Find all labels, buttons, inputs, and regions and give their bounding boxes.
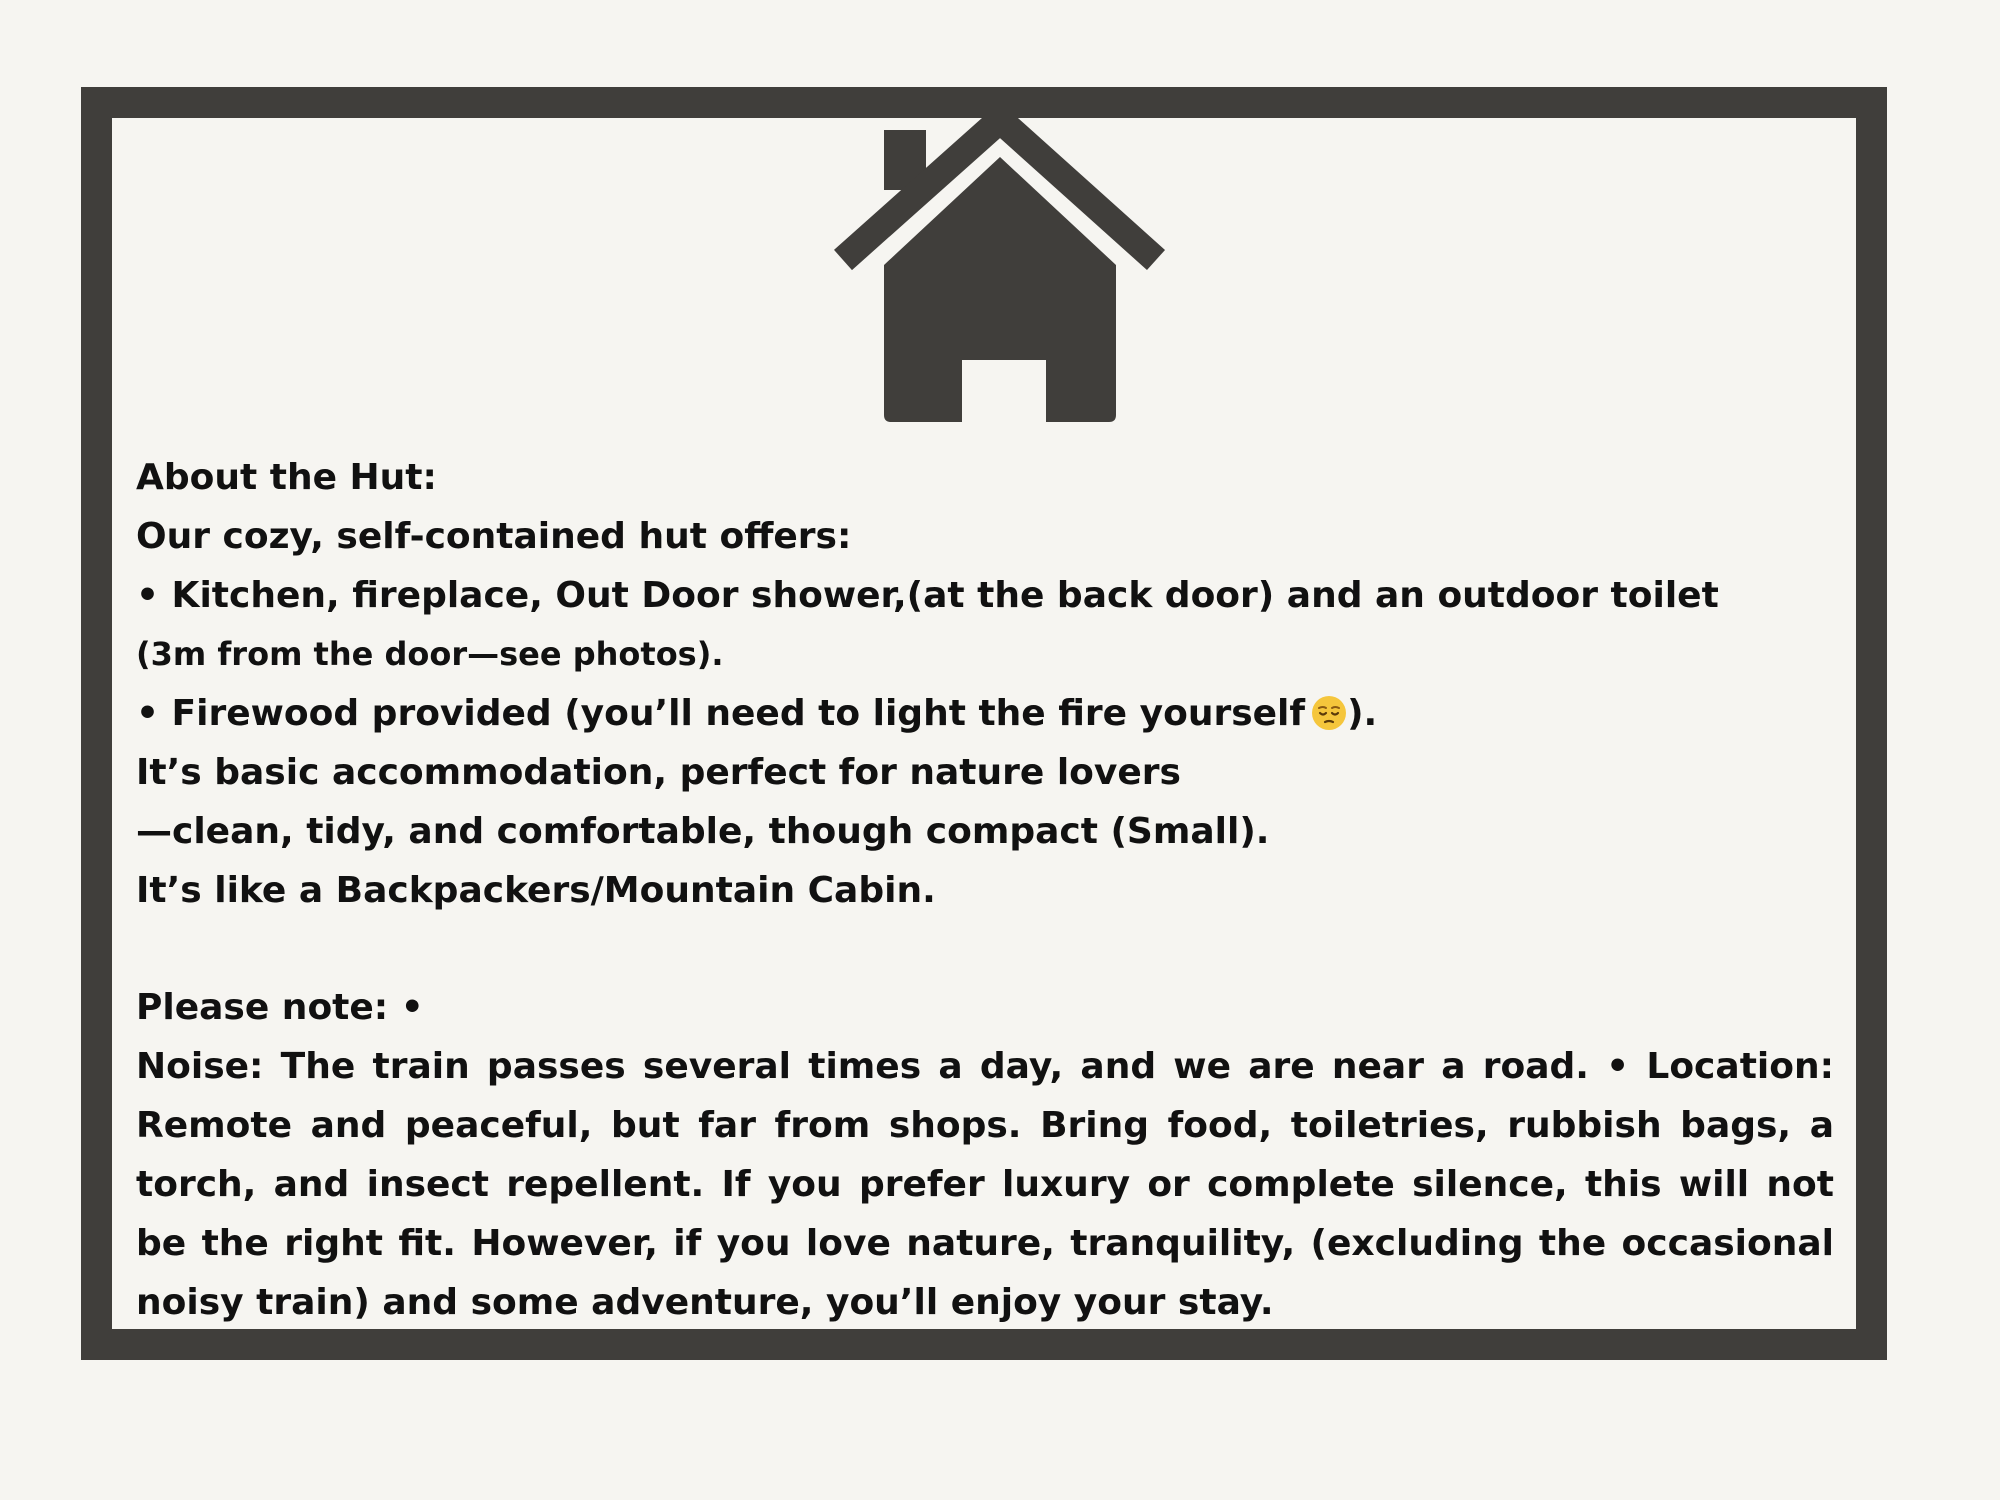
bullet-kitchen: • Kitchen, fireplace, Out Door shower,(at the back door) and an outdoor toilet [136, 575, 1719, 616]
spacer [136, 920, 1834, 978]
clean-tidy: —clean, tidy, and comfortable, though compact (Small). [136, 811, 1270, 852]
about-heading: About the Hut: [136, 457, 437, 498]
note-body: Noise: The train passes several times a day, and we are near a road. • Location: Remote and peaceful, but far from shops. Bring food, toiletries, rubbish bags, a torch, and insect repellent. If you prefer luxury or complete silence, this will not be the right fit. However, if you love nature, tranquility, (excluding the occasional noisy train) and some adventure, you’ll enjoy your stay. [136, 1046, 1834, 1323]
bullet-firewood-end: ). [1347, 693, 1378, 734]
note-heading: Please note: • [136, 987, 424, 1028]
hut-description [136, 448, 1834, 1332]
pensive-face-icon [1311, 695, 1347, 731]
about-intro: Our cozy, self-contained hut offers: [136, 516, 852, 557]
bullet-firewood: • Firewood provided (you’ll need to light the fire yourself [136, 693, 1306, 734]
backpackers-cabin: It’s like a Backpackers/Mountain Cabin. [136, 870, 936, 911]
bullet-firewood-line [136, 684, 1834, 743]
bullet-kitchen-note: (3m from the door—see photos). [136, 635, 724, 673]
basic-accommodation: It’s basic accommodation, perfect for nature lovers [136, 752, 1181, 793]
house-icon [833, 115, 1166, 425]
